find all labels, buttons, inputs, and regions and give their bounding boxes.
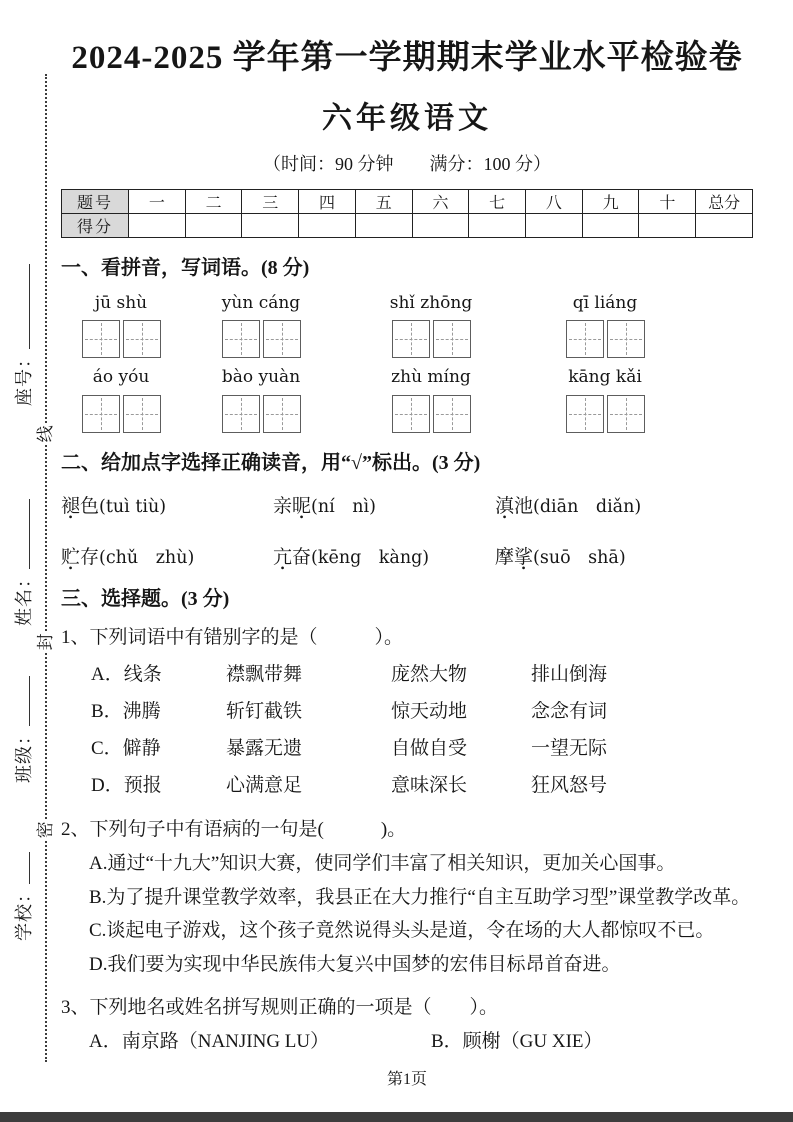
pinyin-word-group — [371, 367, 491, 387]
pinyin-label: jū shù — [94, 292, 148, 313]
pinyin-label: qī liáng — [572, 292, 638, 313]
score-cell — [696, 213, 753, 237]
name-label: 姓名： — [14, 569, 34, 626]
pinyin-label: bào yuàn — [221, 367, 301, 388]
pinyin-choices: (tuì tiù) — [99, 496, 167, 517]
pinyin-word-group — [371, 293, 491, 313]
main-content — [61, 40, 753, 1089]
writing-box — [607, 395, 645, 433]
option-cell: 暴露无遗 — [226, 738, 303, 760]
option-text: A．南京路（NANJING LU） — [89, 1031, 330, 1053]
pinyin-label: yùn cáng — [221, 292, 301, 313]
score-header-cell: 九 — [582, 189, 639, 213]
scan-edge-bar — [0, 1112, 793, 1122]
page-title: 2024-2025 学年第一学期期末学业水平检验卷 — [71, 40, 743, 76]
pronunciation-item — [273, 491, 495, 518]
option-cell: 自做自受 — [391, 738, 468, 760]
writing-box — [82, 320, 120, 358]
writing-box — [392, 320, 430, 358]
writing-box — [392, 395, 430, 433]
sidebar-field-class — [10, 676, 36, 783]
pinyin-row-2 — [61, 367, 753, 387]
dotted-character: 滇 — [495, 495, 515, 517]
score-header-cell: 二 — [185, 189, 242, 213]
dotted-character: 褪 — [61, 495, 81, 517]
writing-box — [566, 320, 604, 358]
writing-box — [607, 320, 645, 358]
seat-number-label: 座号： — [14, 349, 34, 406]
writing-box — [263, 320, 301, 358]
score-header-cell: 一 — [129, 189, 186, 213]
writing-boxes — [61, 316, 181, 358]
seal-char-xian: 线 — [32, 424, 60, 444]
score-header-cell: 三 — [242, 189, 299, 213]
writing-box-row-2 — [61, 391, 753, 433]
pinyin-word-group — [545, 293, 665, 313]
dotted-character: 贮 — [61, 546, 81, 568]
pinyin-label: shǐ zhōng — [389, 292, 473, 313]
pinyin-row-1 — [61, 293, 753, 313]
option-cell: 排山倒海 — [531, 664, 608, 686]
option-cell: 念念有词 — [531, 701, 608, 723]
writing-box — [222, 395, 260, 433]
class-label: 班级： — [14, 726, 34, 783]
section3-heading: 三、选择题。(3 分) — [61, 587, 230, 610]
pronunciation-item — [495, 491, 753, 518]
question3-options — [89, 1026, 753, 1053]
question3-stem: 3、下列地名或姓名拼写规则正确的一项是（ ）。 — [61, 997, 499, 1019]
score-header-cell: 五 — [355, 189, 412, 213]
question2-options — [89, 847, 753, 982]
score-row-label: 得分 — [62, 213, 129, 237]
option-text: D.我们要为实现中华民族伟大复兴中国梦的宏伟目标昂首奋进。 — [89, 954, 621, 976]
writing-boxes — [545, 391, 665, 433]
writing-boxes — [545, 316, 665, 358]
character: 奋 — [292, 546, 312, 568]
character: 存 — [80, 546, 100, 568]
page-number: 第1页 — [386, 1071, 427, 1089]
writing-box-row-1 — [61, 316, 753, 358]
score-cell — [185, 213, 242, 237]
option-cell: 惊天动地 — [391, 701, 468, 723]
character: 亲 — [273, 495, 293, 517]
pinyin-choices: (diān diǎn) — [533, 496, 642, 517]
option-cell: 一望无际 — [531, 738, 608, 760]
option-text: C.谈起电子游戏，这个孩子竟然说得头头是道，令在场的大人都惊叹不已。 — [89, 920, 715, 942]
score-cell — [526, 213, 583, 237]
question2-stem: 2、下列句子中有语病的一句是( )。 — [61, 819, 407, 841]
pinyin-choices: (suō shā) — [533, 547, 626, 568]
character: 摩 — [495, 546, 515, 568]
section2-heading: 二、给加点字选择正确读音，用“√”标出。(3 分) — [61, 451, 481, 474]
score-table-score-row — [62, 213, 753, 237]
score-header-cell: 六 — [412, 189, 469, 213]
option-cell: D．预报 — [91, 775, 162, 797]
pronunciation-grid — [61, 491, 753, 569]
exam-info: （时间：90 分钟 满分：100 分） — [263, 153, 551, 174]
score-header-cell: 四 — [299, 189, 356, 213]
seal-char-feng: 封 — [32, 632, 60, 652]
writing-boxes — [61, 391, 181, 433]
option-cell: 庞然大物 — [391, 664, 468, 686]
pinyin-label: kāng kǎi — [568, 367, 642, 388]
score-header-cell: 八 — [526, 189, 583, 213]
option-text: B.为了提升课堂教学效率，我县正在大力推行“自主互助学习型”课堂教学改革。 — [89, 886, 751, 908]
pinyin-word-group — [61, 367, 181, 387]
question1-stem: 1、下列词语中有错别字的是（ ）。 — [61, 626, 404, 648]
writing-box — [433, 395, 471, 433]
writing-box — [123, 320, 161, 358]
writing-boxes — [371, 391, 491, 433]
writing-box — [123, 395, 161, 433]
option-cell: A．线条 — [91, 664, 162, 686]
page-subtitle: 六年级语文 — [322, 101, 492, 135]
pronunciation-item — [495, 542, 753, 569]
writing-box — [433, 320, 471, 358]
pinyin-label: áo yóu — [92, 367, 150, 388]
score-table-header-row — [62, 189, 753, 213]
sidebar-field-name — [10, 499, 36, 626]
option-cell: 狂风怒号 — [531, 775, 608, 797]
sidebar-field-seat-number — [10, 264, 36, 406]
pinyin-word-group — [201, 293, 321, 313]
seal-dotted-line — [45, 74, 47, 1062]
dotted-character: 挲 — [514, 546, 534, 568]
writing-boxes — [371, 316, 491, 358]
sidebar-field-school — [10, 852, 36, 941]
dotted-character: 昵 — [292, 495, 312, 517]
score-header-cell: 总分 — [696, 189, 753, 213]
score-cell — [639, 213, 696, 237]
option-cell: B．沸腾 — [91, 701, 161, 723]
writing-box — [566, 395, 604, 433]
name-blank-line — [15, 499, 30, 569]
question1-options — [91, 656, 753, 804]
score-cell — [129, 213, 186, 237]
school-label: 学校： — [14, 884, 34, 941]
pronunciation-item — [61, 491, 273, 518]
writing-box — [82, 395, 120, 433]
score-header-cell: 十 — [639, 189, 696, 213]
option-cell: 心满意足 — [226, 775, 303, 797]
pinyin-word-group — [61, 293, 181, 313]
seal-char-mi: 密 — [32, 820, 60, 840]
dotted-character: 亢 — [273, 546, 293, 568]
option-cell: C．僻静 — [91, 738, 161, 760]
writing-box — [222, 320, 260, 358]
score-cell — [242, 213, 299, 237]
writing-boxes — [201, 316, 321, 358]
option-cell: 意味深长 — [391, 775, 468, 797]
pronunciation-item — [273, 542, 495, 569]
seat-number-blank-line — [15, 264, 30, 349]
writing-box — [263, 395, 301, 433]
pronunciation-item — [61, 542, 273, 569]
score-header-cell: 七 — [469, 189, 526, 213]
school-blank-line — [15, 852, 30, 884]
score-cell — [582, 213, 639, 237]
pinyin-word-group — [201, 367, 321, 387]
option-text: A.通过“十九大”知识大赛，使同学们丰富了相关知识，更加关心国事。 — [89, 852, 676, 874]
score-cell — [299, 213, 356, 237]
pinyin-word-group — [545, 367, 665, 387]
pinyin-label: zhù míng — [391, 367, 471, 388]
score-cell — [412, 213, 469, 237]
class-blank-line — [15, 676, 30, 726]
score-table — [61, 189, 753, 238]
score-cell — [469, 213, 526, 237]
writing-boxes — [201, 391, 321, 433]
score-header-cell: 题号 — [62, 189, 129, 213]
character: 色 — [80, 495, 100, 517]
character: 池 — [514, 495, 534, 517]
pinyin-choices: (kēng kàng) — [311, 547, 430, 568]
pinyin-choices: (chǔ zhù) — [99, 547, 195, 568]
option-cell: 斩钉截铁 — [226, 701, 303, 723]
section1-heading: 一、看拼音，写词语。(8 分) — [61, 256, 310, 279]
option-text: B．顾榭（GU XIE） — [431, 1031, 603, 1053]
score-cell — [355, 213, 412, 237]
option-cell: 襟飘带舞 — [226, 664, 303, 686]
pinyin-choices: (ní nì) — [311, 496, 376, 517]
